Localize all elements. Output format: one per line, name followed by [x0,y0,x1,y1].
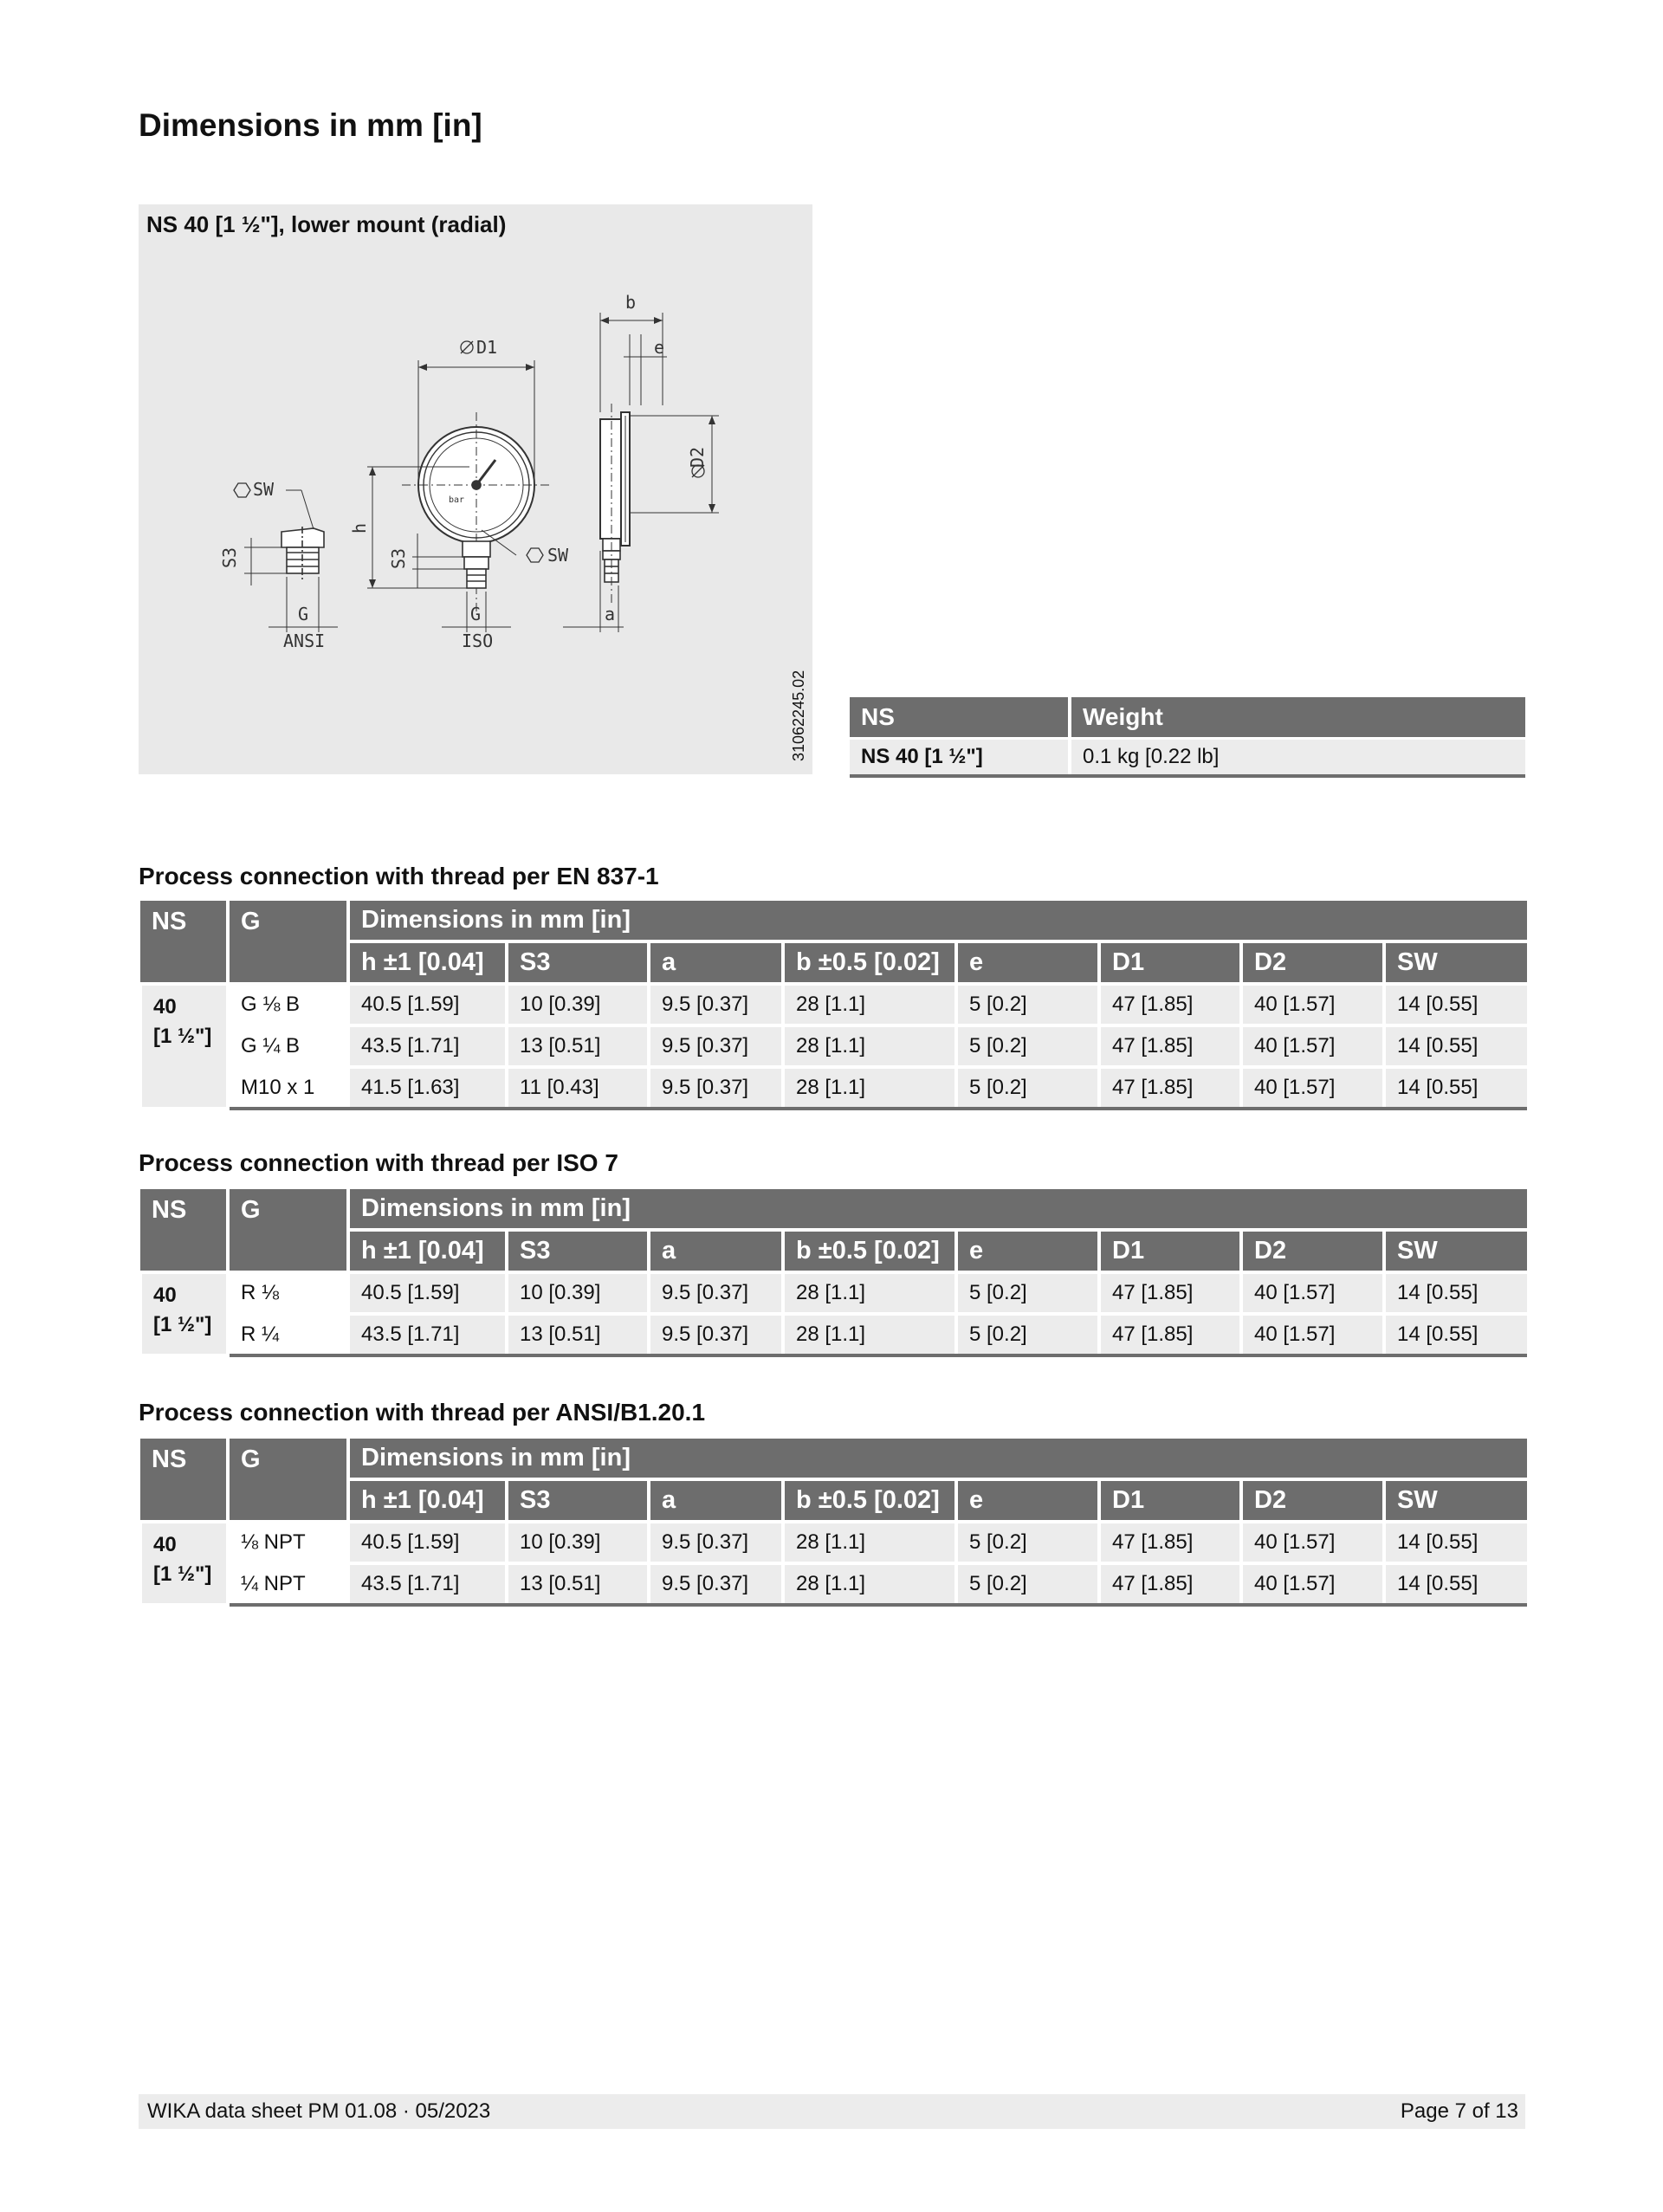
cell-sw: 14 [0.55] [1384,1067,1527,1109]
cell-e: 5 [0.2] [956,1025,1099,1067]
ansi-fitting-drawing [234,483,338,632]
header-d2: D2 [1241,1479,1384,1522]
footer-document-id: WIKA data sheet PM 01.08 · 05/2023 [147,2099,491,2123]
cell-e: 5 [0.2] [956,1522,1099,1563]
label-d2: D2 [687,446,708,468]
g-cell: G ⅛ B [228,984,348,1025]
cell-s3: 10 [0.39] [507,1522,649,1563]
ns-cell [140,984,228,1109]
cell-h: 43.5 [1.71] [348,1025,507,1067]
ns-size-inch: [1 ½"] [153,1313,212,1336]
cell-h: 40.5 [1.59] [348,984,507,1025]
table-row [140,1272,1527,1314]
header-ns: NS [140,901,228,984]
cell-b: 28 [1.1] [783,984,956,1025]
table-iso7 [139,1189,1527,1357]
header-g: G [228,1439,348,1522]
ns-size: 40 [153,1533,177,1556]
ns-cell [140,1522,228,1605]
label-d1: D1 [476,337,498,358]
header-b: b ±0.5 [0.02] [783,941,956,984]
label-sw-ansi: SW [253,479,275,500]
cell-h: 41.5 [1.63] [348,1067,507,1109]
label-s3-iso: S3 [388,547,409,569]
label-g-ansi: G [298,604,309,624]
footer-page-number: Page 7 of 13 [1400,2099,1518,2123]
header-s3: S3 [507,941,649,984]
header-h: h ±1 [0.04] [348,1230,507,1272]
header-ns: NS [140,1189,228,1272]
cell-e: 5 [0.2] [956,1272,1099,1314]
svg-text:bar: bar [449,495,465,505]
cell-sw: 14 [0.55] [1384,1563,1527,1605]
header-b: b ±0.5 [0.02] [783,1479,956,1522]
cell-s3: 13 [0.51] [507,1025,649,1067]
header-ns: NS [140,1439,228,1522]
cell-b: 28 [1.1] [783,1563,956,1605]
cell-d1: 47 [1.85] [1099,1314,1241,1355]
header-h: h ±1 [0.04] [348,941,507,984]
g-cell: R ⅛ [228,1272,348,1314]
cell-sw: 14 [0.55] [1384,1272,1527,1314]
weight-header-ns: NS [850,697,1070,739]
header-d2: D2 [1241,941,1384,984]
cell-d1: 47 [1.85] [1099,1272,1241,1314]
table-row [850,739,1525,777]
header-e: e [956,1230,1099,1272]
g-cell: M10 x 1 [228,1067,348,1109]
label-e: e [654,337,665,358]
cell-a: 9.5 [0.37] [649,1067,783,1109]
cell-e: 5 [0.2] [956,1563,1099,1605]
cell-b: 28 [1.1] [783,1025,956,1067]
section-title-ansi: Process connection with thread per ANSI/B1.20.1 [139,1399,706,1426]
weight-cell-ns: NS 40 [1 ½"] [850,739,1070,777]
header-sw: SW [1384,1479,1527,1522]
cell-s3: 11 [0.43] [507,1067,649,1109]
g-cell: ⅛ NPT [228,1522,348,1563]
cell-a: 9.5 [0.37] [649,984,783,1025]
section-title-en837: Process connection with thread per EN 837-1 [139,863,659,889]
label-iso: ISO [462,631,494,651]
cell-a: 9.5 [0.37] [649,1522,783,1563]
cell-b: 28 [1.1] [783,1067,956,1109]
label-s3-ansi: S3 [219,547,240,568]
cell-a: 9.5 [0.37] [649,1272,783,1314]
table-ansi [139,1439,1527,1607]
table-en837 [139,901,1527,1110]
header-b: b ±0.5 [0.02] [783,1230,956,1272]
cell-s3: 13 [0.51] [507,1314,649,1355]
header-dimensions-group: Dimensions in mm [in] [348,1439,1527,1479]
cell-a: 9.5 [0.37] [649,1563,783,1605]
ns-cell [140,1272,228,1355]
header-d1: D1 [1099,1230,1241,1272]
drawing-title: NS 40 [1 ½"], lower mount (radial) [146,211,507,237]
page-title: Dimensions in mm [in] [139,107,482,143]
cell-d1: 47 [1.85] [1099,1563,1241,1605]
cell-d2: 40 [1.57] [1241,1272,1384,1314]
ns-size-inch: [1 ½"] [153,1562,212,1586]
header-d2: D2 [1241,1230,1384,1272]
cell-s3: 10 [0.39] [507,1272,649,1314]
header-e: e [956,941,1099,984]
ns-size: 40 [153,1284,177,1307]
ns-size: 40 [153,995,177,1019]
table-row [140,1563,1527,1605]
header-g: G [228,901,348,984]
cell-a: 9.5 [0.37] [649,1025,783,1067]
label-ansi: ANSI [283,631,326,651]
drawing-code: 31062245.02 [790,669,807,761]
cell-s3: 13 [0.51] [507,1563,649,1605]
weight-header-weight: Weight [1070,697,1525,739]
cell-s3: 10 [0.39] [507,984,649,1025]
section-title-iso7: Process connection with thread per ISO 7 [139,1149,618,1176]
cell-sw: 14 [0.55] [1384,1522,1527,1563]
cell-d1: 47 [1.85] [1099,984,1241,1025]
cell-b: 28 [1.1] [783,1272,956,1314]
label-g-iso: G [470,604,482,624]
gauge-front-view [367,341,551,632]
weight-table [850,697,1525,778]
cell-d2: 40 [1.57] [1241,1563,1384,1605]
cell-b: 28 [1.1] [783,1314,956,1355]
header-a: a [649,941,783,984]
cell-sw: 14 [0.55] [1384,1025,1527,1067]
cell-d2: 40 [1.57] [1241,1522,1384,1563]
header-dimensions-group: Dimensions in mm [in] [348,1189,1527,1230]
header-d1: D1 [1099,1479,1241,1522]
gauge-side-view [563,313,719,632]
g-cell: ¼ NPT [228,1563,348,1605]
cell-d1: 47 [1.85] [1099,1522,1241,1563]
table-row [140,1067,1527,1109]
header-sw: SW [1384,941,1527,984]
cell-e: 5 [0.2] [956,984,1099,1025]
cell-e: 5 [0.2] [956,1314,1099,1355]
header-a: a [649,1230,783,1272]
header-s3: S3 [507,1230,649,1272]
header-e: e [956,1479,1099,1522]
cell-h: 40.5 [1.59] [348,1522,507,1563]
table-row [140,1314,1527,1355]
cell-sw: 14 [0.55] [1384,984,1527,1025]
header-h: h ±1 [0.04] [348,1479,507,1522]
cell-d1: 47 [1.85] [1099,1067,1241,1109]
cell-h: 43.5 [1.71] [348,1563,507,1605]
header-sw: SW [1384,1230,1527,1272]
table-row [140,984,1527,1025]
cell-sw: 14 [0.55] [1384,1314,1527,1355]
label-h: h [349,522,370,534]
header-dimensions-group: Dimensions in mm [in] [348,901,1527,941]
cell-d2: 40 [1.57] [1241,984,1384,1025]
table-row [140,1522,1527,1563]
cell-d2: 40 [1.57] [1241,1314,1384,1355]
label-a: a [605,604,616,624]
g-cell: G ¼ B [228,1025,348,1067]
table-row [140,1025,1527,1067]
header-d1: D1 [1099,941,1241,984]
label-sw-iso: SW [547,545,569,566]
weight-cell-weight: 0.1 kg [0.22 lb] [1070,739,1525,777]
ns-size-inch: [1 ½"] [153,1025,212,1048]
cell-a: 9.5 [0.37] [649,1314,783,1355]
label-b: b [625,292,637,313]
cell-h: 43.5 [1.71] [348,1314,507,1355]
cell-e: 5 [0.2] [956,1067,1099,1109]
cell-d2: 40 [1.57] [1241,1025,1384,1067]
g-cell: R ¼ [228,1314,348,1355]
dimension-drawing [139,204,812,774]
page-footer [139,2094,1525,2129]
gauge-dimension-diagram [139,204,812,774]
header-a: a [649,1479,783,1522]
cell-d1: 47 [1.85] [1099,1025,1241,1067]
header-s3: S3 [507,1479,649,1522]
cell-b: 28 [1.1] [783,1522,956,1563]
header-g: G [228,1189,348,1272]
cell-h: 40.5 [1.59] [348,1272,507,1314]
cell-d2: 40 [1.57] [1241,1067,1384,1109]
